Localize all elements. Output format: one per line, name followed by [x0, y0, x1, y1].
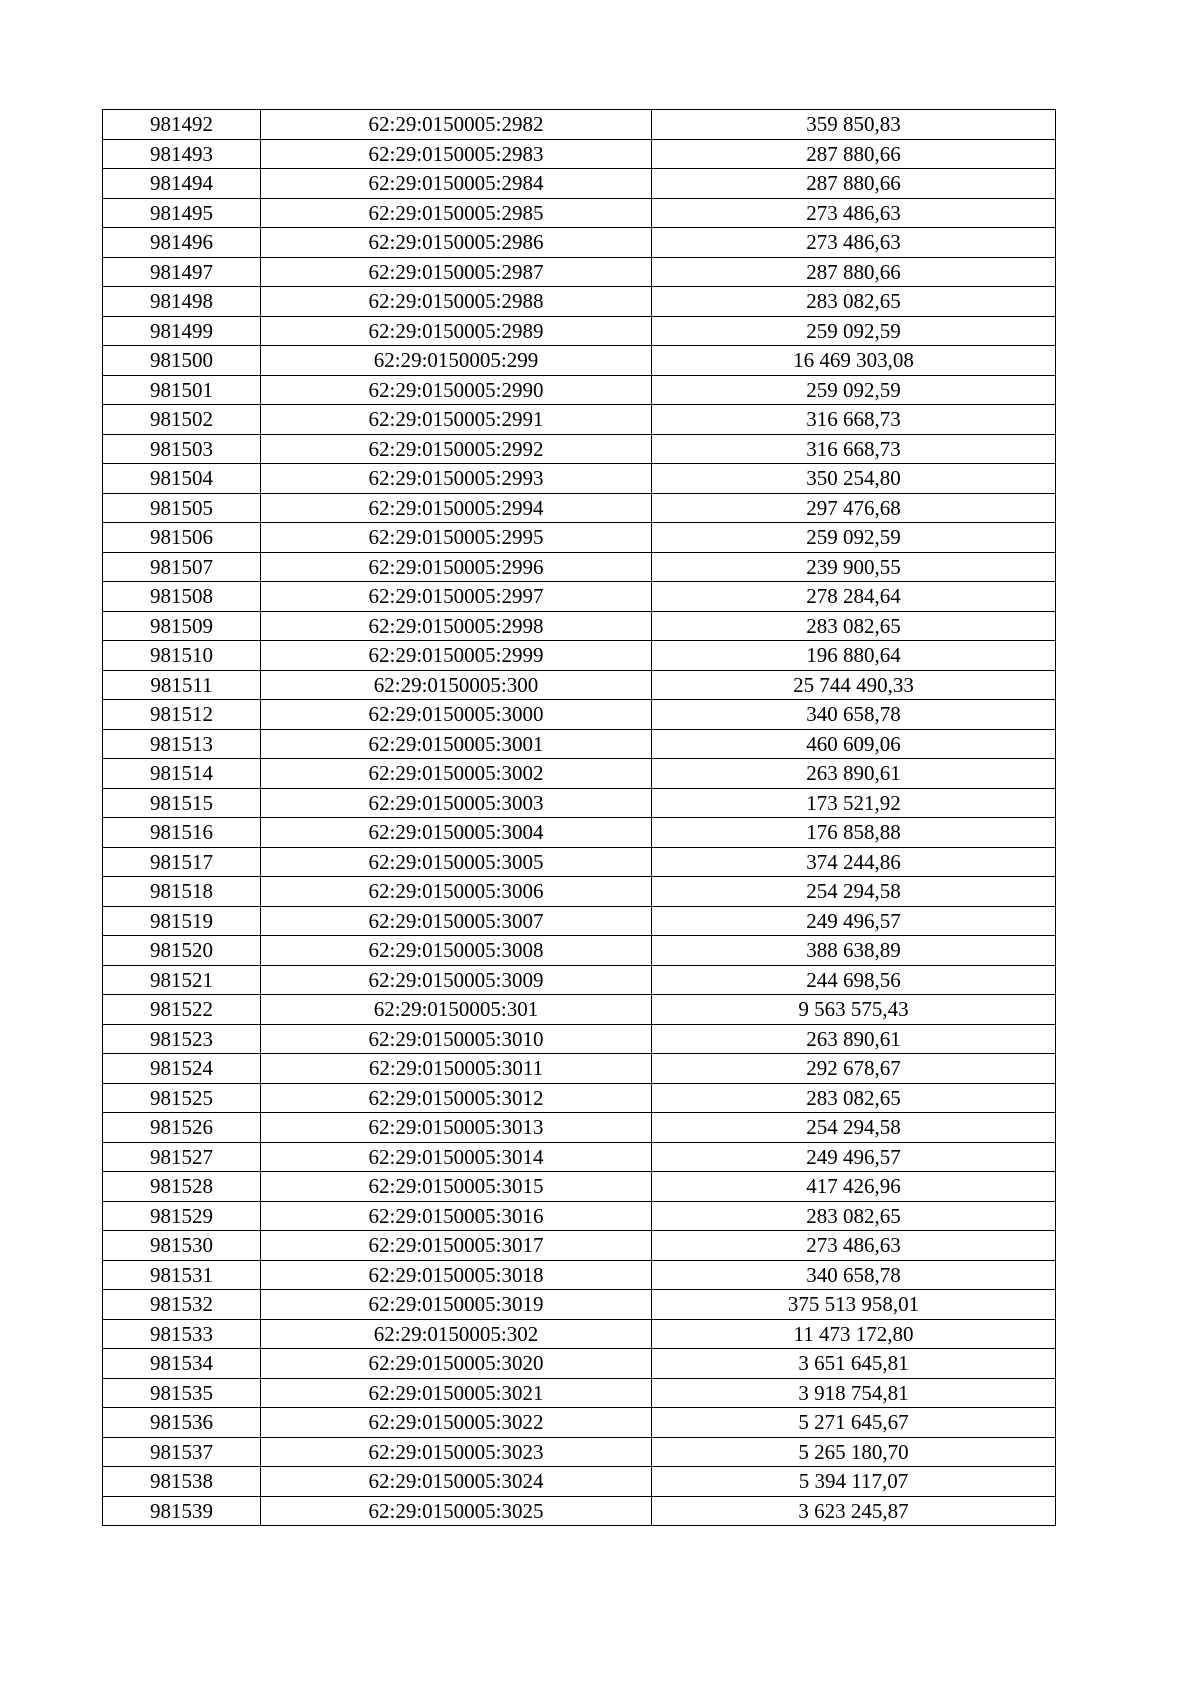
cadastral-value-cell: 239 900,55 — [652, 552, 1056, 582]
table-row — [103, 434, 1056, 464]
cadastral-number-cell: 62:29:0150005:2987 — [261, 257, 652, 287]
cadastral-number-cell: 62:29:0150005:2998 — [261, 611, 652, 641]
cadastral-number-cell: 62:29:0150005:3019 — [261, 1290, 652, 1320]
row-number-cell: 981506 — [103, 523, 261, 553]
cadastral-number-cell: 62:29:0150005:3018 — [261, 1260, 652, 1290]
table-row — [103, 936, 1056, 966]
row-number-cell: 981493 — [103, 139, 261, 169]
row-number-cell: 981530 — [103, 1231, 261, 1261]
row-number-cell: 981539 — [103, 1496, 261, 1526]
table-row — [103, 493, 1056, 523]
table-row — [103, 1054, 1056, 1084]
table-row — [103, 995, 1056, 1025]
cadastral-number-cell: 62:29:0150005:3004 — [261, 818, 652, 848]
table-row — [103, 1349, 1056, 1379]
cadastral-value-cell: 263 890,61 — [652, 759, 1056, 789]
row-number-cell: 981497 — [103, 257, 261, 287]
cadastral-value-cell: 9 563 575,43 — [652, 995, 1056, 1025]
row-number-cell: 981535 — [103, 1378, 261, 1408]
table-row — [103, 139, 1056, 169]
row-number-cell: 981505 — [103, 493, 261, 523]
row-number-cell: 981502 — [103, 405, 261, 435]
cadastral-number-cell: 62:29:0150005:3009 — [261, 965, 652, 995]
table-row — [103, 257, 1056, 287]
row-number-cell: 981526 — [103, 1113, 261, 1143]
table-row — [103, 759, 1056, 789]
cadastral-value-cell: 16 469 303,08 — [652, 346, 1056, 376]
table-row — [103, 847, 1056, 877]
cadastral-value-cell: 273 486,63 — [652, 198, 1056, 228]
row-number-cell: 981492 — [103, 110, 261, 140]
row-number-cell: 981528 — [103, 1172, 261, 1202]
row-number-cell: 981494 — [103, 169, 261, 199]
row-number-cell: 981537 — [103, 1437, 261, 1467]
cadastral-value-cell: 5 265 180,70 — [652, 1437, 1056, 1467]
table-row — [103, 1260, 1056, 1290]
table-row — [103, 1378, 1056, 1408]
table-row — [103, 346, 1056, 376]
table-row — [103, 1319, 1056, 1349]
cadastral-number-cell: 62:29:0150005:2993 — [261, 464, 652, 494]
cadastral-value-cell: 3 623 245,87 — [652, 1496, 1056, 1526]
cadastral-value-cell: 292 678,67 — [652, 1054, 1056, 1084]
table-row — [103, 1437, 1056, 1467]
row-number-cell: 981503 — [103, 434, 261, 464]
table-row — [103, 1496, 1056, 1526]
row-number-cell: 981510 — [103, 641, 261, 671]
cadastral-number-cell: 62:29:0150005:2983 — [261, 139, 652, 169]
cadastral-number-cell: 62:29:0150005:300 — [261, 670, 652, 700]
row-number-cell: 981524 — [103, 1054, 261, 1084]
table-row — [103, 1290, 1056, 1320]
cadastral-number-cell: 62:29:0150005:2982 — [261, 110, 652, 140]
cadastral-number-cell: 62:29:0150005:3000 — [261, 700, 652, 730]
table-row — [103, 788, 1056, 818]
row-number-cell: 981496 — [103, 228, 261, 258]
cadastral-number-cell: 62:29:0150005:2990 — [261, 375, 652, 405]
table-row — [103, 523, 1056, 553]
cadastral-value-cell: 374 244,86 — [652, 847, 1056, 877]
cadastral-number-cell: 62:29:0150005:2996 — [261, 552, 652, 582]
cadastral-number-cell: 62:29:0150005:3016 — [261, 1201, 652, 1231]
cadastral-value-cell: 340 658,78 — [652, 1260, 1056, 1290]
table-row — [103, 1231, 1056, 1261]
row-number-cell: 981495 — [103, 198, 261, 228]
cadastral-value-cell: 5 271 645,67 — [652, 1408, 1056, 1438]
row-number-cell: 981533 — [103, 1319, 261, 1349]
cadastral-value-cell: 287 880,66 — [652, 169, 1056, 199]
row-number-cell: 981517 — [103, 847, 261, 877]
cadastral-number-cell: 62:29:0150005:2991 — [261, 405, 652, 435]
cadastral-value-cell: 460 609,06 — [652, 729, 1056, 759]
table-row — [103, 1083, 1056, 1113]
cadastral-value-cell: 196 880,64 — [652, 641, 1056, 671]
row-number-cell: 981509 — [103, 611, 261, 641]
table-row — [103, 1172, 1056, 1202]
cadastral-value-cell: 3 651 645,81 — [652, 1349, 1056, 1379]
cadastral-value-cell: 283 082,65 — [652, 1201, 1056, 1231]
table-body — [103, 110, 1056, 1526]
cadastral-number-cell: 62:29:0150005:3005 — [261, 847, 652, 877]
cadastral-value-cell: 254 294,58 — [652, 1113, 1056, 1143]
cadastral-value-cell: 388 638,89 — [652, 936, 1056, 966]
cadastral-value-cell: 254 294,58 — [652, 877, 1056, 907]
cadastral-number-cell: 62:29:0150005:3024 — [261, 1467, 652, 1497]
row-number-cell: 981499 — [103, 316, 261, 346]
table-row — [103, 552, 1056, 582]
cadastral-value-cell: 263 890,61 — [652, 1024, 1056, 1054]
row-number-cell: 981498 — [103, 287, 261, 317]
row-number-cell: 981507 — [103, 552, 261, 582]
row-number-cell: 981523 — [103, 1024, 261, 1054]
row-number-cell: 981531 — [103, 1260, 261, 1290]
cadastral-number-cell: 62:29:0150005:3010 — [261, 1024, 652, 1054]
cadastral-value-cell: 176 858,88 — [652, 818, 1056, 848]
cadastral-number-cell: 62:29:0150005:2986 — [261, 228, 652, 258]
table-row — [103, 670, 1056, 700]
cadastral-value-cell: 316 668,73 — [652, 434, 1056, 464]
cadastral-number-cell: 62:29:0150005:3013 — [261, 1113, 652, 1143]
cadastral-number-cell: 62:29:0150005:3021 — [261, 1378, 652, 1408]
cadastral-number-cell: 62:29:0150005:2988 — [261, 287, 652, 317]
cadastral-number-cell: 62:29:0150005:2994 — [261, 493, 652, 523]
cadastral-number-cell: 62:29:0150005:3014 — [261, 1142, 652, 1172]
row-number-cell: 981500 — [103, 346, 261, 376]
table-row — [103, 316, 1056, 346]
row-number-cell: 981508 — [103, 582, 261, 612]
table-row — [103, 700, 1056, 730]
cadastral-value-table — [102, 109, 1056, 1526]
cadastral-number-cell: 62:29:0150005:302 — [261, 1319, 652, 1349]
cadastral-number-cell: 62:29:0150005:3003 — [261, 788, 652, 818]
row-number-cell: 981515 — [103, 788, 261, 818]
table-row — [103, 198, 1056, 228]
cadastral-value-cell: 283 082,65 — [652, 1083, 1056, 1113]
table-row — [103, 1467, 1056, 1497]
cadastral-value-cell: 3 918 754,81 — [652, 1378, 1056, 1408]
table-row — [103, 729, 1056, 759]
cadastral-number-cell: 62:29:0150005:3023 — [261, 1437, 652, 1467]
table-row — [103, 1113, 1056, 1143]
row-number-cell: 981518 — [103, 877, 261, 907]
row-number-cell: 981527 — [103, 1142, 261, 1172]
table-row — [103, 464, 1056, 494]
cadastral-value-cell: 5 394 117,07 — [652, 1467, 1056, 1497]
cadastral-number-cell: 62:29:0150005:3022 — [261, 1408, 652, 1438]
cadastral-value-cell: 417 426,96 — [652, 1172, 1056, 1202]
table-row — [103, 287, 1056, 317]
cadastral-number-cell: 62:29:0150005:3006 — [261, 877, 652, 907]
cadastral-value-cell: 173 521,92 — [652, 788, 1056, 818]
cadastral-value-cell: 287 880,66 — [652, 257, 1056, 287]
cadastral-value-cell: 11 473 172,80 — [652, 1319, 1056, 1349]
cadastral-number-cell: 62:29:0150005:299 — [261, 346, 652, 376]
cadastral-value-cell: 259 092,59 — [652, 375, 1056, 405]
row-number-cell: 981514 — [103, 759, 261, 789]
row-number-cell: 981504 — [103, 464, 261, 494]
cadastral-value-cell: 375 513 958,01 — [652, 1290, 1056, 1320]
table-row — [103, 110, 1056, 140]
row-number-cell: 981516 — [103, 818, 261, 848]
cadastral-value-cell: 278 284,64 — [652, 582, 1056, 612]
cadastral-value-cell: 259 092,59 — [652, 523, 1056, 553]
cadastral-number-cell: 62:29:0150005:3025 — [261, 1496, 652, 1526]
row-number-cell: 981511 — [103, 670, 261, 700]
cadastral-number-cell: 62:29:0150005:2995 — [261, 523, 652, 553]
row-number-cell: 981520 — [103, 936, 261, 966]
table-row — [103, 906, 1056, 936]
row-number-cell: 981534 — [103, 1349, 261, 1379]
table-row — [103, 641, 1056, 671]
cadastral-value-cell: 287 880,66 — [652, 139, 1056, 169]
table-row — [103, 228, 1056, 258]
table-row — [103, 1201, 1056, 1231]
cadastral-value-cell: 25 744 490,33 — [652, 670, 1056, 700]
cadastral-number-cell: 62:29:0150005:3001 — [261, 729, 652, 759]
cadastral-value-cell: 297 476,68 — [652, 493, 1056, 523]
cadastral-number-cell: 62:29:0150005:2985 — [261, 198, 652, 228]
cadastral-value-cell: 273 486,63 — [652, 228, 1056, 258]
row-number-cell: 981538 — [103, 1467, 261, 1497]
cadastral-number-cell: 62:29:0150005:2992 — [261, 434, 652, 464]
cadastral-value-cell: 249 496,57 — [652, 906, 1056, 936]
row-number-cell: 981536 — [103, 1408, 261, 1438]
table-row — [103, 818, 1056, 848]
cadastral-value-cell: 359 850,83 — [652, 110, 1056, 140]
row-number-cell: 981513 — [103, 729, 261, 759]
cadastral-number-cell: 62:29:0150005:2989 — [261, 316, 652, 346]
cadastral-value-cell: 340 658,78 — [652, 700, 1056, 730]
table-row — [103, 582, 1056, 612]
table-row — [103, 877, 1056, 907]
row-number-cell: 981532 — [103, 1290, 261, 1320]
cadastral-number-cell: 62:29:0150005:3002 — [261, 759, 652, 789]
cadastral-number-cell: 62:29:0150005:2999 — [261, 641, 652, 671]
cadastral-value-cell: 316 668,73 — [652, 405, 1056, 435]
cadastral-number-cell: 62:29:0150005:3020 — [261, 1349, 652, 1379]
cadastral-number-cell: 62:29:0150005:2997 — [261, 582, 652, 612]
table-row — [103, 405, 1056, 435]
row-number-cell: 981529 — [103, 1201, 261, 1231]
cadastral-value-cell: 249 496,57 — [652, 1142, 1056, 1172]
cadastral-value-cell: 350 254,80 — [652, 464, 1056, 494]
cadastral-number-cell: 62:29:0150005:3011 — [261, 1054, 652, 1084]
cadastral-number-cell: 62:29:0150005:3017 — [261, 1231, 652, 1261]
row-number-cell: 981522 — [103, 995, 261, 1025]
row-number-cell: 981519 — [103, 906, 261, 936]
cadastral-number-cell: 62:29:0150005:301 — [261, 995, 652, 1025]
cadastral-value-cell: 283 082,65 — [652, 611, 1056, 641]
table-row — [103, 1024, 1056, 1054]
table-row — [103, 1408, 1056, 1438]
cadastral-number-cell: 62:29:0150005:3008 — [261, 936, 652, 966]
row-number-cell: 981525 — [103, 1083, 261, 1113]
cadastral-value-cell: 244 698,56 — [652, 965, 1056, 995]
table-row — [103, 169, 1056, 199]
cadastral-number-cell: 62:29:0150005:3012 — [261, 1083, 652, 1113]
table-row — [103, 1142, 1056, 1172]
cadastral-value-cell: 273 486,63 — [652, 1231, 1056, 1261]
row-number-cell: 981521 — [103, 965, 261, 995]
table-row — [103, 375, 1056, 405]
cadastral-value-cell: 259 092,59 — [652, 316, 1056, 346]
row-number-cell: 981501 — [103, 375, 261, 405]
table-row — [103, 611, 1056, 641]
row-number-cell: 981512 — [103, 700, 261, 730]
table-row — [103, 965, 1056, 995]
cadastral-number-cell: 62:29:0150005:3015 — [261, 1172, 652, 1202]
cadastral-value-cell: 283 082,65 — [652, 287, 1056, 317]
cadastral-number-cell: 62:29:0150005:3007 — [261, 906, 652, 936]
cadastral-number-cell: 62:29:0150005:2984 — [261, 169, 652, 199]
